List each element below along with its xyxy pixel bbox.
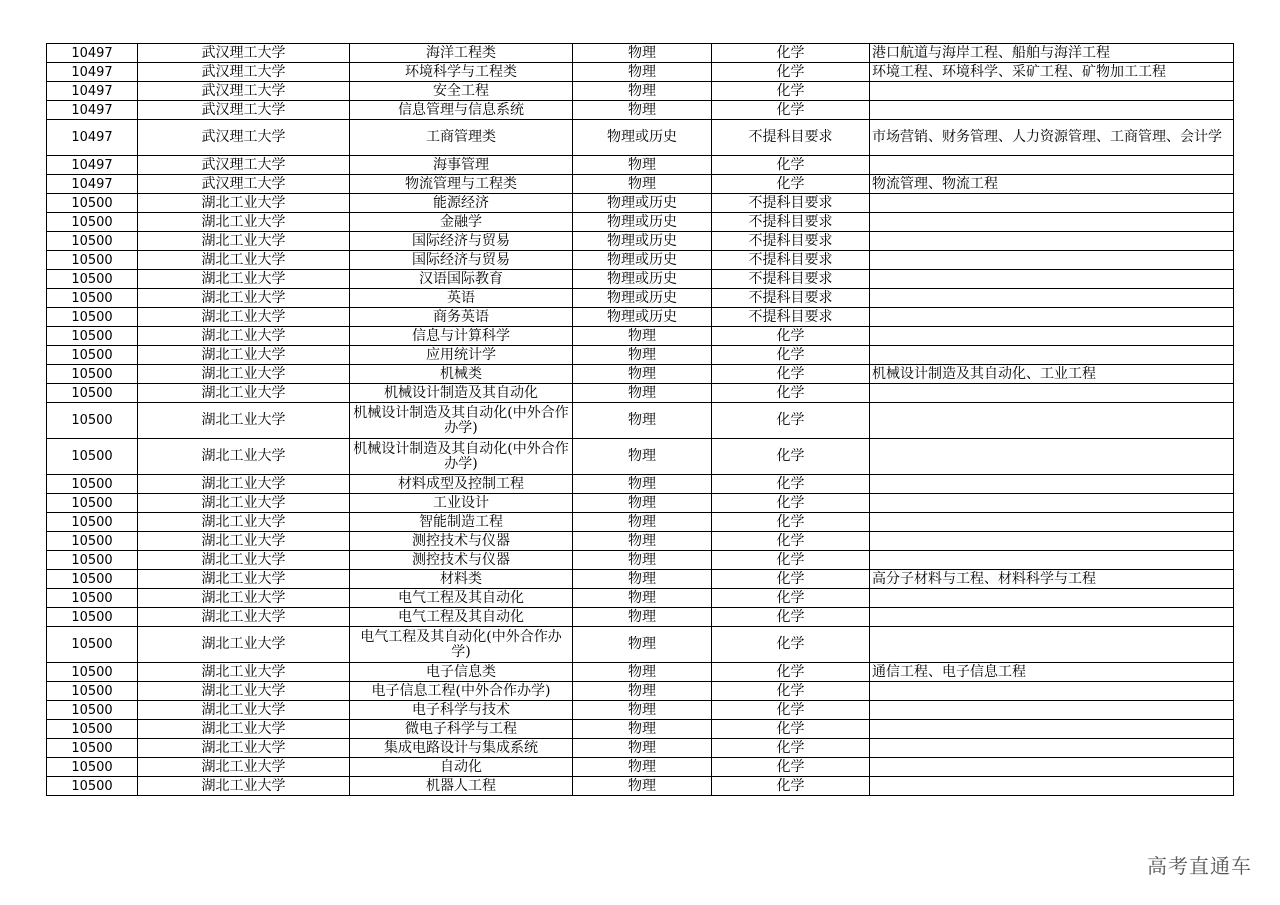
school-code-cell: 10500 xyxy=(47,308,138,327)
primary-subject-cell: 物理 xyxy=(573,570,712,589)
major-cell: 英语 xyxy=(350,289,573,308)
primary-subject-cell: 物理 xyxy=(573,365,712,384)
secondary-subject-cell: 化学 xyxy=(712,739,870,758)
major-cell: 机械设计制造及其自动化 xyxy=(350,384,573,403)
included-majors-cell xyxy=(870,308,1234,327)
primary-subject-cell: 物理 xyxy=(573,439,712,475)
table-row xyxy=(47,156,1234,175)
included-majors-cell xyxy=(870,270,1234,289)
school-code-cell: 10500 xyxy=(47,570,138,589)
secondary-subject-cell: 化学 xyxy=(712,570,870,589)
included-majors-cell xyxy=(870,232,1234,251)
table-row xyxy=(47,720,1234,739)
major-cell: 安全工程 xyxy=(350,82,573,101)
secondary-subject-cell: 化学 xyxy=(712,327,870,346)
school-name-cell: 湖北工业大学 xyxy=(138,608,350,627)
table-row xyxy=(47,608,1234,627)
table-row xyxy=(47,663,1234,682)
subject-requirements-table xyxy=(46,43,1234,796)
secondary-subject-cell: 化学 xyxy=(712,720,870,739)
primary-subject-cell: 物理 xyxy=(573,627,712,663)
school-name-cell: 湖北工业大学 xyxy=(138,403,350,439)
major-cell: 工商管理类 xyxy=(350,120,573,156)
included-majors-cell xyxy=(870,403,1234,439)
primary-subject-cell: 物理 xyxy=(573,101,712,120)
major-cell: 海事管理 xyxy=(350,156,573,175)
school-code-cell: 10497 xyxy=(47,101,138,120)
primary-subject-cell: 物理 xyxy=(573,739,712,758)
school-code-cell: 10500 xyxy=(47,777,138,796)
major-cell: 材料类 xyxy=(350,570,573,589)
school-code-cell: 10500 xyxy=(47,384,138,403)
included-majors-cell: 通信工程、电子信息工程 xyxy=(870,663,1234,682)
school-code-cell: 10500 xyxy=(47,270,138,289)
included-majors-cell xyxy=(870,289,1234,308)
table-row xyxy=(47,63,1234,82)
secondary-subject-cell: 化学 xyxy=(712,175,870,194)
included-majors-cell xyxy=(870,777,1234,796)
included-majors-cell xyxy=(870,532,1234,551)
school-code-cell: 10500 xyxy=(47,365,138,384)
primary-subject-cell: 物理 xyxy=(573,663,712,682)
primary-subject-cell: 物理 xyxy=(573,608,712,627)
primary-subject-cell: 物理 xyxy=(573,513,712,532)
secondary-subject-cell: 化学 xyxy=(712,682,870,701)
school-code-cell: 10497 xyxy=(47,175,138,194)
major-cell: 国际经济与贸易 xyxy=(350,232,573,251)
major-cell: 测控技术与仪器 xyxy=(350,532,573,551)
primary-subject-cell: 物理或历史 xyxy=(573,120,712,156)
primary-subject-cell: 物理 xyxy=(573,532,712,551)
table-row xyxy=(47,589,1234,608)
major-cell: 机械类 xyxy=(350,365,573,384)
included-majors-cell xyxy=(870,101,1234,120)
school-name-cell: 湖北工业大学 xyxy=(138,532,350,551)
school-name-cell: 湖北工业大学 xyxy=(138,739,350,758)
major-cell: 商务英语 xyxy=(350,308,573,327)
school-name-cell: 武汉理工大学 xyxy=(138,82,350,101)
primary-subject-cell: 物理 xyxy=(573,384,712,403)
school-name-cell: 湖北工业大学 xyxy=(138,194,350,213)
school-code-cell: 10500 xyxy=(47,232,138,251)
primary-subject-cell: 物理或历史 xyxy=(573,194,712,213)
major-cell: 机器人工程 xyxy=(350,777,573,796)
major-cell: 金融学 xyxy=(350,213,573,232)
secondary-subject-cell: 化学 xyxy=(712,82,870,101)
major-cell: 能源经济 xyxy=(350,194,573,213)
secondary-subject-cell: 化学 xyxy=(712,589,870,608)
school-name-cell: 湖北工业大学 xyxy=(138,308,350,327)
secondary-subject-cell: 化学 xyxy=(712,439,870,475)
school-code-cell: 10500 xyxy=(47,327,138,346)
primary-subject-cell: 物理 xyxy=(573,551,712,570)
secondary-subject-cell: 不提科目要求 xyxy=(712,289,870,308)
table-row xyxy=(47,175,1234,194)
included-majors-cell xyxy=(870,720,1234,739)
included-majors-cell xyxy=(870,346,1234,365)
school-code-cell: 10500 xyxy=(47,213,138,232)
table-row xyxy=(47,194,1234,213)
primary-subject-cell: 物理 xyxy=(573,758,712,777)
secondary-subject-cell: 化学 xyxy=(712,777,870,796)
table-row xyxy=(47,365,1234,384)
major-cell: 海洋工程类 xyxy=(350,44,573,63)
primary-subject-cell: 物理 xyxy=(573,63,712,82)
school-code-cell: 10500 xyxy=(47,346,138,365)
school-code-cell: 10500 xyxy=(47,758,138,777)
school-code-cell: 10500 xyxy=(47,532,138,551)
primary-subject-cell: 物理或历史 xyxy=(573,251,712,270)
school-code-cell: 10500 xyxy=(47,720,138,739)
primary-subject-cell: 物理 xyxy=(573,403,712,439)
table-row xyxy=(47,758,1234,777)
school-code-cell: 10500 xyxy=(47,403,138,439)
major-cell: 电气工程及其自动化 xyxy=(350,608,573,627)
major-cell: 电气工程及其自动化 xyxy=(350,589,573,608)
included-majors-cell xyxy=(870,213,1234,232)
school-name-cell: 湖北工业大学 xyxy=(138,213,350,232)
school-name-cell: 湖北工业大学 xyxy=(138,513,350,532)
primary-subject-cell: 物理 xyxy=(573,494,712,513)
table-row xyxy=(47,120,1234,156)
table-row xyxy=(47,270,1234,289)
school-name-cell: 湖北工业大学 xyxy=(138,758,350,777)
school-name-cell: 武汉理工大学 xyxy=(138,63,350,82)
major-cell: 机械设计制造及其自动化(中外合作办学) xyxy=(350,403,573,439)
included-majors-cell xyxy=(870,608,1234,627)
included-majors-cell xyxy=(870,682,1234,701)
major-cell: 电子科学与技术 xyxy=(350,701,573,720)
included-majors-cell xyxy=(870,439,1234,475)
primary-subject-cell: 物理 xyxy=(573,346,712,365)
school-name-cell: 湖北工业大学 xyxy=(138,627,350,663)
table-row xyxy=(47,513,1234,532)
secondary-subject-cell: 化学 xyxy=(712,346,870,365)
school-name-cell: 湖北工业大学 xyxy=(138,346,350,365)
included-majors-cell: 港口航道与海岸工程、船舶与海洋工程 xyxy=(870,44,1234,63)
school-name-cell: 湖北工业大学 xyxy=(138,701,350,720)
secondary-subject-cell: 化学 xyxy=(712,403,870,439)
included-majors-cell xyxy=(870,589,1234,608)
school-code-cell: 10497 xyxy=(47,44,138,63)
table-row xyxy=(47,570,1234,589)
school-name-cell: 湖北工业大学 xyxy=(138,232,350,251)
school-code-cell: 10497 xyxy=(47,82,138,101)
included-majors-cell: 高分子材料与工程、材料科学与工程 xyxy=(870,570,1234,589)
school-code-cell: 10500 xyxy=(47,551,138,570)
table-row xyxy=(47,494,1234,513)
primary-subject-cell: 物理 xyxy=(573,175,712,194)
school-code-cell: 10500 xyxy=(47,494,138,513)
major-cell: 汉语国际教育 xyxy=(350,270,573,289)
school-code-cell: 10500 xyxy=(47,701,138,720)
secondary-subject-cell: 化学 xyxy=(712,663,870,682)
included-majors-cell xyxy=(870,739,1234,758)
table-row xyxy=(47,475,1234,494)
primary-subject-cell: 物理或历史 xyxy=(573,289,712,308)
table-row xyxy=(47,439,1234,475)
table-row xyxy=(47,346,1234,365)
major-cell: 测控技术与仪器 xyxy=(350,551,573,570)
secondary-subject-cell: 化学 xyxy=(712,627,870,663)
table-row xyxy=(47,682,1234,701)
major-cell: 智能制造工程 xyxy=(350,513,573,532)
secondary-subject-cell: 化学 xyxy=(712,608,870,627)
included-majors-cell xyxy=(870,194,1234,213)
table-row xyxy=(47,44,1234,63)
table-row xyxy=(47,82,1234,101)
included-majors-cell: 市场营销、财务管理、人力资源管理、工商管理、会计学 xyxy=(870,120,1234,156)
major-cell: 信息管理与信息系统 xyxy=(350,101,573,120)
table-row xyxy=(47,627,1234,663)
school-code-cell: 10497 xyxy=(47,120,138,156)
primary-subject-cell: 物理 xyxy=(573,589,712,608)
school-name-cell: 武汉理工大学 xyxy=(138,44,350,63)
table-row xyxy=(47,289,1234,308)
school-code-cell: 10497 xyxy=(47,156,138,175)
secondary-subject-cell: 化学 xyxy=(712,551,870,570)
primary-subject-cell: 物理或历史 xyxy=(573,270,712,289)
table-row xyxy=(47,532,1234,551)
table-row xyxy=(47,384,1234,403)
primary-subject-cell: 物理 xyxy=(573,682,712,701)
included-majors-cell xyxy=(870,494,1234,513)
secondary-subject-cell: 化学 xyxy=(712,532,870,551)
primary-subject-cell: 物理 xyxy=(573,777,712,796)
included-majors-cell xyxy=(870,701,1234,720)
included-majors-cell: 物流管理、物流工程 xyxy=(870,175,1234,194)
school-code-cell: 10500 xyxy=(47,589,138,608)
secondary-subject-cell: 不提科目要求 xyxy=(712,270,870,289)
primary-subject-cell: 物理或历史 xyxy=(573,213,712,232)
table-row xyxy=(47,213,1234,232)
included-majors-cell xyxy=(870,551,1234,570)
secondary-subject-cell: 化学 xyxy=(712,758,870,777)
major-cell: 国际经济与贸易 xyxy=(350,251,573,270)
included-majors-cell xyxy=(870,251,1234,270)
major-cell: 材料成型及控制工程 xyxy=(350,475,573,494)
table-row xyxy=(47,701,1234,720)
included-majors-cell xyxy=(870,513,1234,532)
table-row xyxy=(47,232,1234,251)
watermark-text: 高考直通车 xyxy=(1147,854,1252,878)
school-name-cell: 湖北工业大学 xyxy=(138,551,350,570)
secondary-subject-cell: 不提科目要求 xyxy=(712,308,870,327)
school-code-cell: 10497 xyxy=(47,63,138,82)
school-name-cell: 湖北工业大学 xyxy=(138,720,350,739)
secondary-subject-cell: 化学 xyxy=(712,101,870,120)
included-majors-cell: 机械设计制造及其自动化、工业工程 xyxy=(870,365,1234,384)
secondary-subject-cell: 化学 xyxy=(712,156,870,175)
school-code-cell: 10500 xyxy=(47,475,138,494)
school-name-cell: 湖北工业大学 xyxy=(138,439,350,475)
secondary-subject-cell: 化学 xyxy=(712,494,870,513)
table-row xyxy=(47,403,1234,439)
school-name-cell: 湖北工业大学 xyxy=(138,777,350,796)
included-majors-cell: 环境工程、环境科学、采矿工程、矿物加工工程 xyxy=(870,63,1234,82)
table-row xyxy=(47,739,1234,758)
primary-subject-cell: 物理 xyxy=(573,44,712,63)
school-name-cell: 湖北工业大学 xyxy=(138,289,350,308)
major-cell: 环境科学与工程类 xyxy=(350,63,573,82)
secondary-subject-cell: 化学 xyxy=(712,44,870,63)
school-name-cell: 湖北工业大学 xyxy=(138,327,350,346)
school-name-cell: 湖北工业大学 xyxy=(138,365,350,384)
major-cell: 电子信息工程(中外合作办学) xyxy=(350,682,573,701)
major-cell: 集成电路设计与集成系统 xyxy=(350,739,573,758)
secondary-subject-cell: 不提科目要求 xyxy=(712,232,870,251)
school-code-cell: 10500 xyxy=(47,251,138,270)
secondary-subject-cell: 不提科目要求 xyxy=(712,120,870,156)
major-cell: 微电子科学与工程 xyxy=(350,720,573,739)
school-name-cell: 武汉理工大学 xyxy=(138,120,350,156)
primary-subject-cell: 物理 xyxy=(573,82,712,101)
school-name-cell: 湖北工业大学 xyxy=(138,663,350,682)
major-cell: 工业设计 xyxy=(350,494,573,513)
school-code-cell: 10500 xyxy=(47,289,138,308)
major-cell: 信息与计算科学 xyxy=(350,327,573,346)
secondary-subject-cell: 不提科目要求 xyxy=(712,251,870,270)
school-code-cell: 10500 xyxy=(47,608,138,627)
secondary-subject-cell: 不提科目要求 xyxy=(712,213,870,232)
table-body xyxy=(47,44,1234,796)
secondary-subject-cell: 化学 xyxy=(712,701,870,720)
table-row xyxy=(47,551,1234,570)
primary-subject-cell: 物理 xyxy=(573,701,712,720)
school-name-cell: 武汉理工大学 xyxy=(138,175,350,194)
primary-subject-cell: 物理 xyxy=(573,327,712,346)
included-majors-cell xyxy=(870,384,1234,403)
major-cell: 应用统计学 xyxy=(350,346,573,365)
school-code-cell: 10500 xyxy=(47,513,138,532)
major-cell: 自动化 xyxy=(350,758,573,777)
school-name-cell: 湖北工业大学 xyxy=(138,494,350,513)
table-row xyxy=(47,777,1234,796)
primary-subject-cell: 物理或历史 xyxy=(573,232,712,251)
school-code-cell: 10500 xyxy=(47,739,138,758)
school-name-cell: 湖北工业大学 xyxy=(138,475,350,494)
primary-subject-cell: 物理 xyxy=(573,475,712,494)
school-code-cell: 10500 xyxy=(47,439,138,475)
school-code-cell: 10500 xyxy=(47,682,138,701)
school-name-cell: 湖北工业大学 xyxy=(138,570,350,589)
table-row xyxy=(47,327,1234,346)
included-majors-cell xyxy=(870,156,1234,175)
school-name-cell: 湖北工业大学 xyxy=(138,251,350,270)
school-name-cell: 湖北工业大学 xyxy=(138,589,350,608)
table-row xyxy=(47,101,1234,120)
included-majors-cell xyxy=(870,475,1234,494)
school-name-cell: 湖北工业大学 xyxy=(138,270,350,289)
school-name-cell: 湖北工业大学 xyxy=(138,682,350,701)
primary-subject-cell: 物理 xyxy=(573,720,712,739)
major-cell: 机械设计制造及其自动化(中外合作办学) xyxy=(350,439,573,475)
secondary-subject-cell: 化学 xyxy=(712,365,870,384)
secondary-subject-cell: 化学 xyxy=(712,475,870,494)
secondary-subject-cell: 化学 xyxy=(712,63,870,82)
school-code-cell: 10500 xyxy=(47,194,138,213)
school-code-cell: 10500 xyxy=(47,663,138,682)
included-majors-cell xyxy=(870,758,1234,777)
school-code-cell: 10500 xyxy=(47,627,138,663)
school-name-cell: 武汉理工大学 xyxy=(138,156,350,175)
included-majors-cell xyxy=(870,327,1234,346)
table-row xyxy=(47,308,1234,327)
major-cell: 电子信息类 xyxy=(350,663,573,682)
primary-subject-cell: 物理 xyxy=(573,156,712,175)
secondary-subject-cell: 化学 xyxy=(712,384,870,403)
included-majors-cell xyxy=(870,82,1234,101)
school-name-cell: 湖北工业大学 xyxy=(138,384,350,403)
secondary-subject-cell: 不提科目要求 xyxy=(712,194,870,213)
table-row xyxy=(47,251,1234,270)
school-name-cell: 武汉理工大学 xyxy=(138,101,350,120)
primary-subject-cell: 物理或历史 xyxy=(573,308,712,327)
included-majors-cell xyxy=(870,627,1234,663)
major-cell: 物流管理与工程类 xyxy=(350,175,573,194)
major-cell: 电气工程及其自动化(中外合作办学) xyxy=(350,627,573,663)
secondary-subject-cell: 化学 xyxy=(712,513,870,532)
